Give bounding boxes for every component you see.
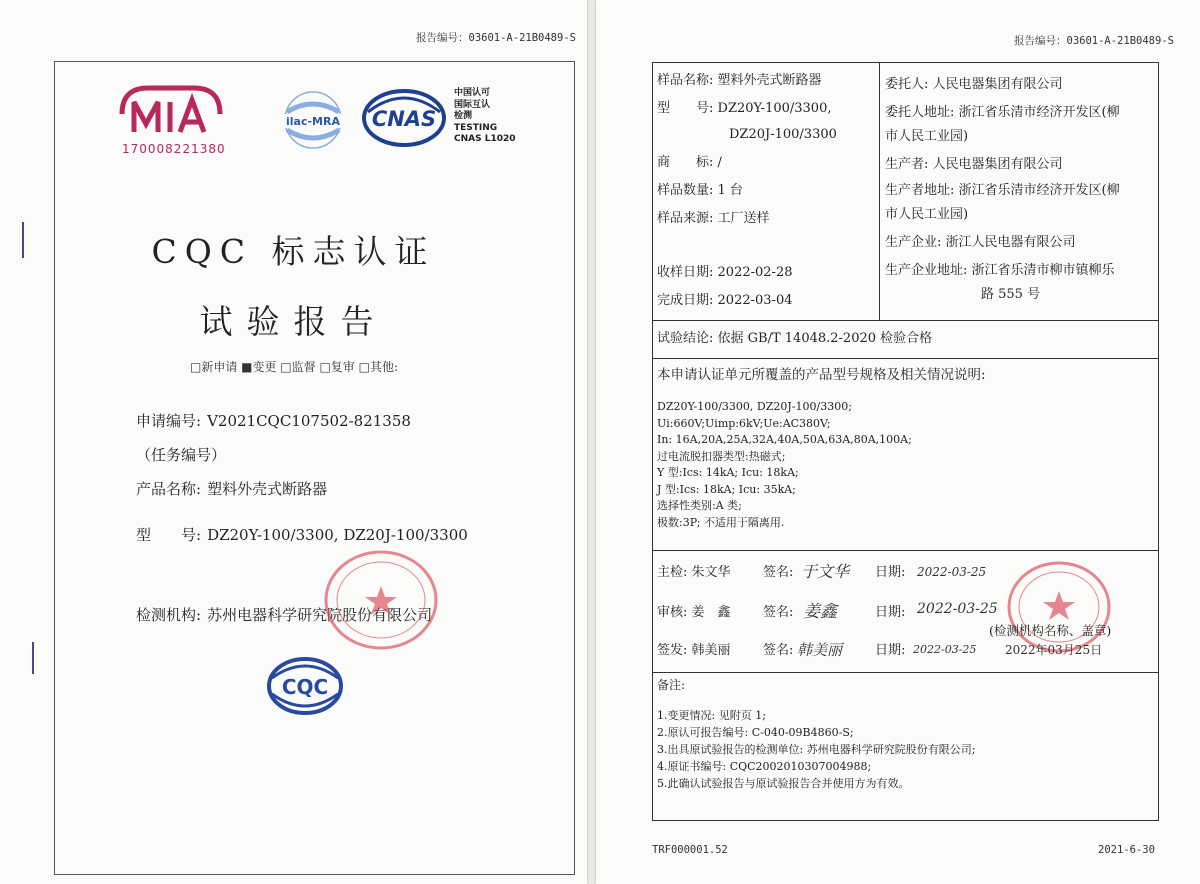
approver-name: 韩美丽 — [691, 643, 731, 658]
client-address-value-1: 浙江省乐清市经济开发区(柳 — [958, 105, 1120, 120]
task-number-label: （任务编号） — [136, 446, 227, 464]
trademark-row — [657, 151, 722, 175]
reviewer-signature: 姜鑫 — [803, 602, 837, 622]
right-report-number: 报告编号：03601-A-21B0489-S — [1014, 35, 1174, 47]
client-address-value-2: 市人民工业园) — [885, 129, 969, 144]
approver-label: 签发: — [657, 643, 688, 658]
ilac-mra-logo-icon — [278, 90, 348, 154]
form-date: 2021-6-30 — [1098, 844, 1155, 856]
inspector-name: 朱文华 — [691, 565, 731, 580]
reviewer-date: 2022-03-25 — [917, 601, 998, 617]
approver-date-label: 日期: — [875, 643, 906, 658]
client-label: 委托人: — [885, 77, 929, 92]
right-model-value-1: DZ20Y-100/3300, — [717, 101, 832, 116]
remark-line: 5.此确认试验报告与原试验报告合并使用方为有效。 — [657, 777, 910, 790]
model-field — [136, 524, 468, 545]
spec-line: Y 型:Ics: 14kA; Icu: 18kA; — [657, 466, 799, 479]
manufacturer-address-row — [885, 259, 1115, 283]
spec-line: In: 16A,20A,25A,32A,40A,50A,63A,80A,100A; — [657, 433, 912, 446]
reviewer-name: 姜 鑫 — [691, 605, 731, 620]
spec-line: DZ20Y-100/3300, DZ20J-100/3300; — [657, 400, 852, 413]
producer-address-row — [885, 179, 1120, 203]
approver-sign-label: 签名: — [763, 643, 794, 658]
quantity-value: 1 台 — [717, 183, 743, 198]
left-lab-seal-icon — [322, 548, 440, 652]
remark-line: 3.出具原试验报告的检测单位: 苏州电器科学研究院股份有限公司; — [657, 743, 976, 756]
reviewer-sign-label: 签名: — [763, 605, 794, 620]
lab-value: 苏州电器科学研究院股份有限公司 — [207, 606, 433, 624]
quantity-label: 样品数量: — [657, 183, 714, 198]
conclusion-label: 试验结论: — [657, 331, 714, 346]
remark-line: 1.变更情况: 见附页 1; — [657, 709, 766, 722]
reviewer-label: 审核: — [657, 605, 688, 620]
reviewer-row — [657, 601, 731, 625]
producer-address-value-1: 浙江省乐清市经济开发区(柳 — [958, 183, 1120, 198]
manufacturer-address-label: 生产企业地址: — [885, 263, 968, 278]
quantity-row — [657, 179, 743, 203]
spec-line: Ui:660V;Uimp:6kV;Ue:AC380V; — [657, 416, 831, 430]
cnas-logo-icon — [362, 88, 446, 148]
model-row — [657, 97, 831, 121]
form-code: TRF000001.52 — [652, 844, 728, 856]
left-page-frame — [54, 61, 575, 875]
coverage-row — [653, 358, 1158, 550]
client-row — [885, 73, 1063, 97]
left-report-number: 报告编号：03601-A-21B0489-S — [416, 32, 576, 44]
producer-value: 人民电器集团有限公司 — [932, 157, 1063, 172]
application-number-field — [136, 410, 411, 431]
cnas-line-5: CNAS L1020 — [454, 134, 516, 144]
conclusion-value: 依据 GB/T 14048.2-2020 检验合格 — [717, 331, 933, 346]
lab-label: 检测机构: — [136, 606, 202, 624]
client-value: 人民电器集团有限公司 — [932, 77, 1063, 92]
ilac-text: ilac-MRA — [286, 115, 340, 128]
manufacturer-address-value-1: 浙江省乐清市柳市镇柳乐 — [971, 263, 1115, 278]
sample-name-value: 塑料外壳式断路器 — [717, 73, 822, 88]
spec-line: 过电流脱扣器类型:热磁式; — [657, 449, 786, 463]
coverage-heading: 本申请认证单元所覆盖的产品型号规格及相关情况说明: — [657, 367, 986, 383]
approver-signature: 韩美丽 — [797, 641, 843, 659]
inspector-label: 主检: — [657, 565, 688, 580]
manufacturer-label: 生产企业: — [885, 235, 942, 250]
product-name-field — [136, 478, 327, 499]
product-name-label: 产品名称: — [136, 480, 202, 498]
report-table — [652, 62, 1159, 821]
application-number-label: 申请编号: — [136, 412, 202, 430]
cnas-accreditation-text — [454, 88, 516, 146]
sample-name-label: 样品名称: — [657, 73, 714, 88]
inspector-date-label: 日期: — [875, 565, 906, 580]
cqc-logo-icon — [266, 656, 344, 716]
spec-line: 极数:3P; 不适用于隔离用. — [657, 515, 785, 529]
accreditation-logos — [118, 84, 528, 164]
reviewer-date-label: 日期: — [875, 605, 906, 620]
cma-logo-icon — [118, 84, 224, 144]
model-label: 型 号: — [136, 526, 202, 544]
conclusion-row — [653, 320, 1158, 358]
application-type-checkboxes: □新申请 ■变更 □监督 □复审 □其他: — [190, 360, 398, 374]
trademark-label: 商 标: — [657, 155, 714, 170]
inspector-row — [657, 561, 731, 585]
completed-label: 完成日期: — [657, 293, 714, 308]
producer-label: 生产者: — [885, 157, 929, 172]
source-label: 样品来源: — [657, 211, 714, 226]
remarks-label: 备注: — [657, 678, 686, 692]
application-number-value: V2021CQC107502-821358 — [207, 412, 411, 430]
inspector-date: 2022-03-25 — [917, 565, 987, 579]
seal-date: 2022年03月25日 — [1005, 643, 1103, 657]
client-address-label: 委托人地址: — [885, 105, 955, 120]
completed-value: 2022-03-04 — [717, 293, 793, 308]
sample-name-row — [657, 69, 822, 93]
spec-line: 选择性类别:A 类; — [657, 499, 742, 512]
signature-section — [653, 550, 1158, 672]
manufacturer-value: 浙江人民电器有限公司 — [945, 235, 1076, 250]
cnas-line-4: TESTING — [454, 122, 498, 133]
remarks-list — [657, 707, 975, 792]
received-label: 收样日期: — [657, 265, 714, 280]
manufacturer-address-value-2: 路 555 号 — [981, 287, 1041, 302]
seal-caption: (检测机构名称、盖章) — [989, 623, 1112, 638]
trademark-value: / — [717, 155, 722, 170]
right-model-label: 型 号: — [657, 101, 714, 116]
inspector-signature: 于文华 — [801, 562, 850, 581]
title-line-2: 试验报告 — [199, 302, 388, 341]
cnas-logo-text: CNAS — [371, 107, 437, 131]
manufacturer-row — [885, 231, 1076, 255]
spec-line: J 型:Ics: 18kA; Icu: 35kA; — [657, 482, 796, 496]
approver-row — [657, 639, 731, 663]
completed-row — [657, 289, 792, 313]
cma-number: 170008221380 — [122, 142, 226, 156]
approver-date: 2022-03-25 — [913, 643, 977, 656]
producer-address-value-2: 市人民工业园) — [885, 207, 969, 222]
source-row — [657, 207, 770, 231]
client-address-row — [885, 101, 1120, 125]
cnas-line-2: 国际互认 — [454, 99, 491, 110]
cnas-line-1: 中国认可 — [454, 88, 491, 98]
right-model-value-2: DZ20J-100/3300 — [729, 127, 837, 142]
cnas-line-3: 检测 — [454, 111, 473, 121]
cqc-logo-text: CQC — [281, 675, 329, 699]
spec-list — [657, 399, 912, 531]
inspector-sign-label: 签名: — [763, 565, 794, 580]
producer-row — [885, 153, 1063, 177]
producer-address-label: 生产者地址: — [885, 183, 955, 198]
remarks-section — [653, 672, 1158, 820]
remark-line: 4.原证书编号: CQC2002010307004988; — [657, 760, 872, 773]
title-line-1: CQC 标志认证 — [151, 232, 436, 271]
remark-line: 2.原认可报告编号: C-040-09B4860-S; — [657, 726, 854, 739]
received-row — [657, 261, 792, 285]
sample-divider — [879, 63, 880, 320]
binding-mark-bottom — [32, 642, 34, 674]
model-value: DZ20Y-100/3300, DZ20J-100/3300 — [207, 526, 468, 544]
received-value: 2022-02-28 — [717, 265, 793, 280]
source-value: 工厂送样 — [717, 211, 770, 226]
product-name-value: 塑料外壳式断路器 — [207, 480, 328, 498]
